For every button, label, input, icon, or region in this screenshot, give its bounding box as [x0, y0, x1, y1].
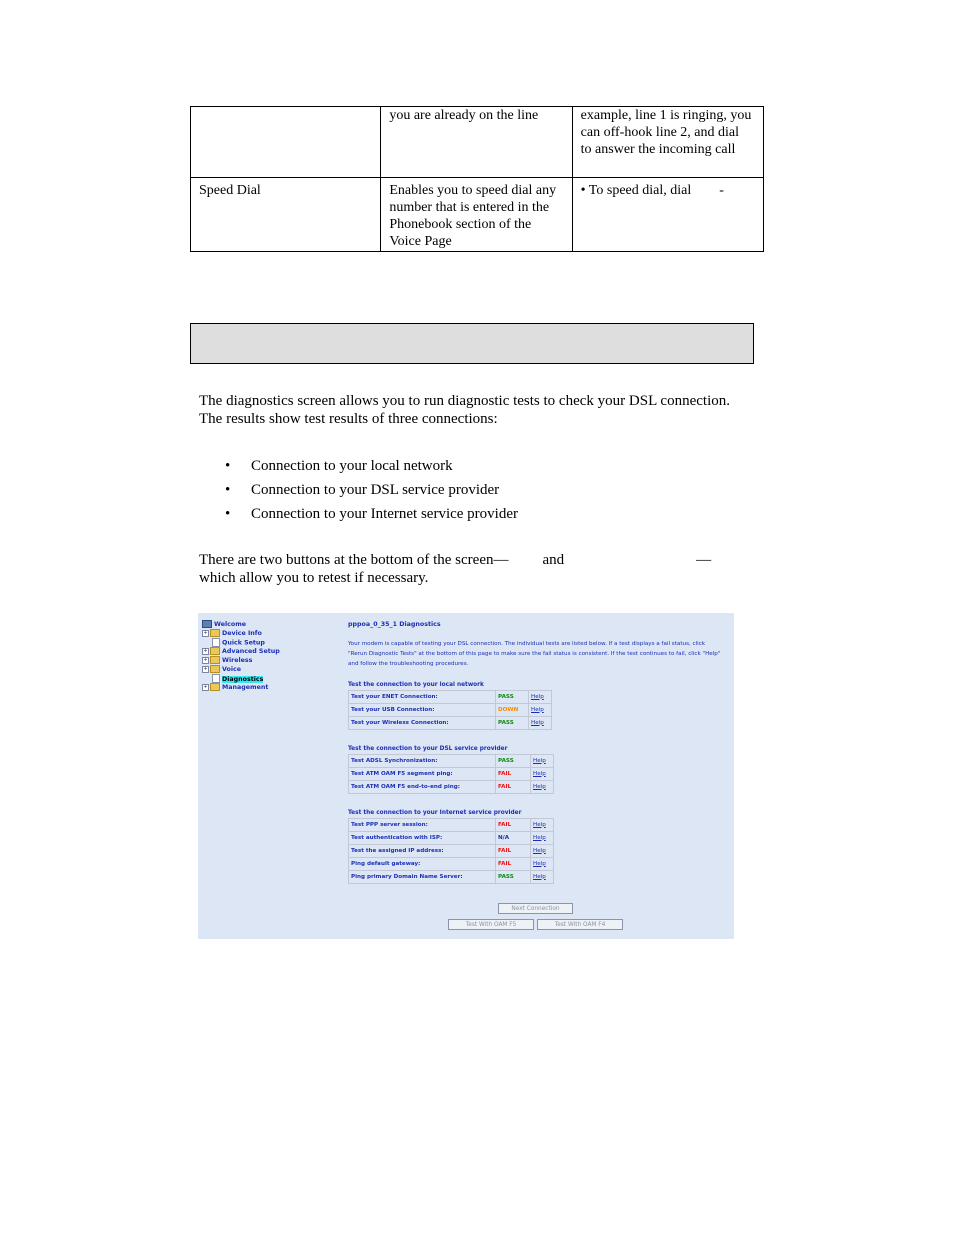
diagnostics-description: Your modem is capable of testing your DSL connection. The individual tests are listed below. If a test displays a fail status, click "Rerun Diagnostic Tests" at the bottom of this page to make sure the fail status is consistent. If the test continues to fail, click "Help" and follow the troubleshooting procedures. — [348, 641, 721, 667]
test-name: Ping primary Domain Name Server: — [349, 871, 496, 884]
help-link[interactable]: Help — [531, 768, 554, 781]
test-status: FAIL — [496, 819, 531, 832]
test-name: Ping default gateway: — [349, 858, 496, 871]
table-row — [349, 691, 552, 704]
list-item: • Connection to your local network — [199, 457, 518, 481]
test-status: FAIL — [496, 845, 531, 858]
tree-item[interactable] — [202, 656, 280, 665]
help-link[interactable]: Help — [531, 871, 554, 884]
tree-item-label[interactable]: Quick Setup — [222, 639, 265, 647]
table-row — [349, 704, 552, 717]
tree-item-label[interactable]: Device Info — [222, 630, 262, 637]
computer-icon — [202, 620, 212, 628]
test-group — [348, 746, 554, 794]
test-name: Test the assigned IP address: — [349, 845, 496, 858]
list-item: • Connection to your Internet service provider — [199, 505, 518, 529]
table-row — [349, 858, 554, 871]
table-row — [349, 768, 554, 781]
tree-item-label[interactable]: Advanced Setup — [222, 648, 280, 655]
tree-item-label[interactable]: Management — [222, 684, 269, 691]
section-heading-box — [190, 323, 754, 364]
navigation-tree — [202, 620, 280, 692]
test-name: Test your USB Connection: — [349, 704, 496, 717]
table-row — [349, 781, 554, 794]
buttons-text-part3: — — [696, 552, 712, 568]
help-link[interactable]: Help — [531, 755, 554, 768]
tree-item[interactable] — [202, 638, 280, 647]
folder-icon — [210, 629, 220, 637]
test-group-heading: Test the connection to your local network — [348, 682, 484, 688]
test-group — [348, 810, 554, 884]
help-link[interactable]: Help — [529, 704, 552, 717]
test-status: PASS — [496, 691, 529, 704]
buttons-paragraph — [199, 551, 744, 587]
test-oam-f5-button[interactable]: Test With OAM F5 — [448, 919, 534, 930]
expand-icon[interactable]: + — [203, 683, 208, 690]
test-name: Test PPP server session: — [349, 819, 496, 832]
document-icon — [212, 674, 220, 683]
folder-icon — [210, 665, 220, 673]
test-status: PASS — [496, 755, 531, 768]
test-status: N/A — [496, 832, 531, 845]
feature-description-cell: you are already on the line — [381, 107, 572, 178]
test-status: FAIL — [496, 858, 531, 871]
table-row — [191, 107, 764, 178]
test-status: PASS — [496, 717, 529, 730]
tree-item-label[interactable]: Wireless — [222, 657, 253, 664]
table-row — [191, 178, 764, 252]
test-name: Test authentication with ISP: — [349, 832, 496, 845]
help-link[interactable]: Help — [531, 832, 554, 845]
feature-name-cell — [191, 107, 381, 178]
test-status: PASS — [496, 871, 531, 884]
diagnostics-screenshot — [198, 613, 734, 939]
test-oam-f4-button[interactable]: Test With OAM F4 — [537, 919, 623, 930]
test-name: Test ADSL Synchronization: — [349, 755, 496, 768]
tree-item[interactable] — [202, 620, 280, 629]
diagnostics-title: pppoa_0_35_1 Diagnostics — [348, 621, 441, 628]
connection-list — [199, 457, 518, 529]
feature-table — [190, 106, 768, 252]
test-group — [348, 682, 552, 730]
test-status: FAIL — [496, 768, 531, 781]
table-row — [349, 832, 554, 845]
feature-name-cell: Speed Dial — [191, 178, 381, 252]
buttons-text-part4: which allow you to retest if necessary. — [199, 570, 429, 586]
test-name: Test ATM OAM F5 end-to-end ping: — [349, 781, 496, 794]
folder-icon — [210, 683, 220, 691]
table-row — [349, 845, 554, 858]
buttons-text-part2: and — [542, 552, 565, 568]
test-group-heading: Test the connection to your DSL service provider — [348, 746, 508, 752]
test-table — [348, 818, 554, 884]
folder-icon — [210, 647, 220, 655]
help-link[interactable]: Help — [531, 845, 554, 858]
tree-item[interactable] — [202, 683, 280, 692]
test-name: Test your ENET Connection: — [349, 691, 496, 704]
test-table — [348, 754, 554, 794]
expand-icon[interactable]: + — [203, 665, 208, 672]
help-link[interactable]: Help — [531, 781, 554, 794]
tree-item-label[interactable]: Diagnostics — [222, 675, 264, 683]
help-link[interactable]: Help — [529, 717, 552, 730]
tree-item[interactable] — [202, 674, 280, 683]
feature-usage-cell: example, line 1 is ringing, you can off-hook line 2, and dial to answer the incoming call — [572, 107, 763, 178]
intro-paragraph: The diagnostics screen allows you to run diagnostic tests to check your DSL connection. The results show test results of three connections: — [199, 393, 730, 427]
table-row — [349, 871, 554, 884]
test-group-heading: Test the connection to your Internet service provider — [348, 810, 522, 816]
document-icon — [212, 638, 220, 647]
test-name: Test ATM OAM F5 segment ping: — [349, 768, 496, 781]
help-link[interactable]: Help — [529, 691, 552, 704]
buttons-text-part1: There are two buttons at the bottom of the screen— — [199, 552, 509, 568]
test-status: DOWN — [496, 704, 529, 717]
table-row — [349, 717, 552, 730]
tree-item-label[interactable]: Welcome — [214, 621, 247, 628]
feature-description-cell: Enables you to speed dial any number that is entered in the Phonebook section of the Voice Page — [381, 178, 572, 252]
tree-item[interactable] — [202, 665, 280, 674]
tree-item[interactable] — [202, 647, 280, 656]
list-item: • Connection to your DSL service provider — [199, 481, 518, 505]
expand-icon[interactable]: + — [203, 629, 208, 636]
expand-icon[interactable]: + — [203, 647, 208, 654]
help-link[interactable]: Help — [531, 858, 554, 871]
feature-usage-cell: • To speed dial, dial - — [572, 178, 763, 252]
tree-item-label[interactable]: Voice — [222, 666, 242, 673]
tree-item[interactable] — [202, 629, 280, 638]
next-connection-button[interactable]: Next Connection — [498, 903, 573, 914]
test-status: FAIL — [496, 781, 531, 794]
folder-icon — [210, 656, 220, 664]
table-row — [349, 755, 554, 768]
expand-icon[interactable]: + — [203, 656, 208, 663]
help-link[interactable]: Help — [531, 819, 554, 832]
test-table — [348, 690, 552, 730]
test-name: Test your Wireless Connection: — [349, 717, 496, 730]
table-row — [349, 819, 554, 832]
